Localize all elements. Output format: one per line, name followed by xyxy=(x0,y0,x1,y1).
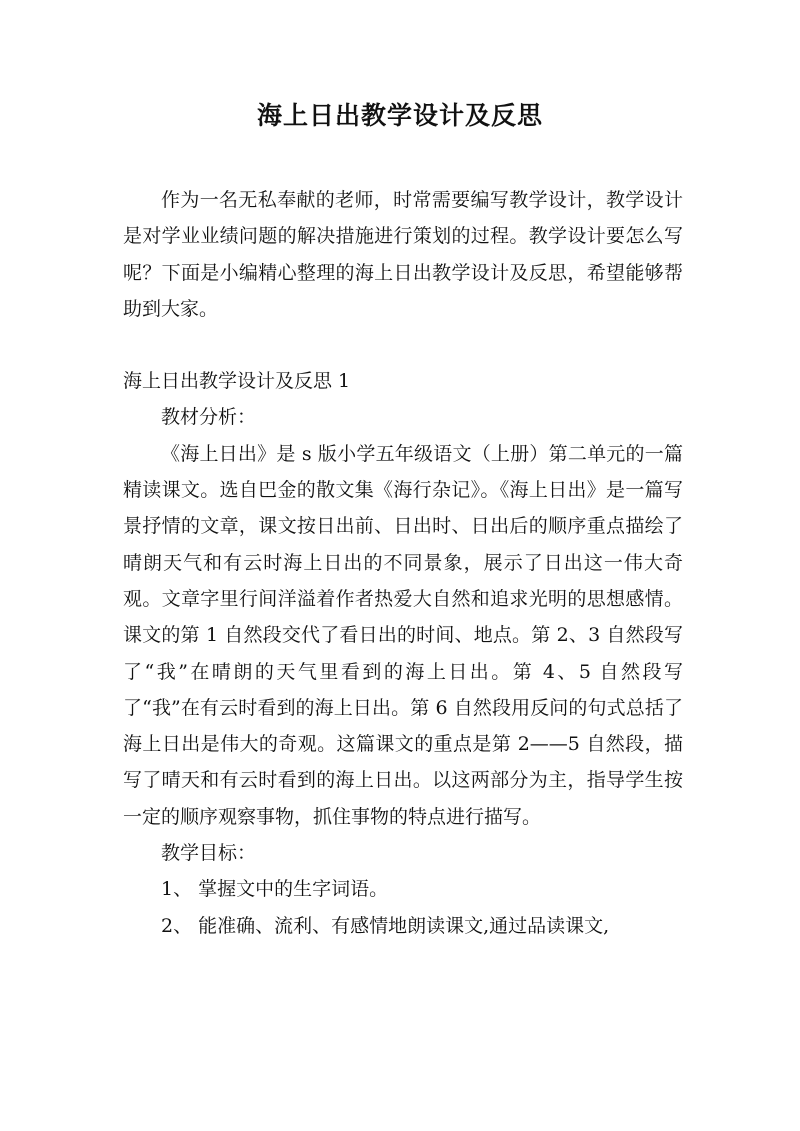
goal-item-2: 2、 能准确、流利、有感情地朗读课文,通过品读课文, xyxy=(161,914,610,937)
intro-paragraph: 作为一名无私奉献的老师，时常需要编写教学设计，教学设计是对学业业绩问题的解决措施进行策划的过程。教学设计要怎么写呢？下面是小编精心整理的海上日出教学设计及反思，希望能够帮助到大家。 xyxy=(123,189,683,320)
goal-item-1: 1、 掌握文中的生字词语。 xyxy=(161,878,389,901)
teaching-goals-label: 教学目标： xyxy=(161,842,257,865)
paragraph-spacer xyxy=(123,327,683,363)
document-title: 海上日出教学设计及反思 xyxy=(256,101,543,130)
material-analysis-label: 教材分析： xyxy=(161,406,257,429)
section-heading: 海上日出教学设计及反思 1 xyxy=(123,370,351,393)
material-analysis-paragraph: 《海上日出》是 s 版小学五年级语文（上册）第二单元的一篇精读课文。选自巴金的散文集《海行杂记》。《海上日出》是一篇写景抒情的文章，课文按日出前、日出时、日出后的顺序重点描绘了晴朗天气和有云时海上日出的不同景象，展示了日出这一伟大奇观。文章字里行间洋溢着作者热爱大自然和追求光明的思想感情。课文的第 1 自然段交代了看日出的时间、地点。第 2、3 自然段写了“我”在晴朗的天气里看到的海上日出。第 4、5 自然段写了“我”在有云时看到的海上日出。第 6 自然段用反问的句式总括了海上日出是伟大的奇观。这篇课文的重点是第 2——5 自然段，描写了晴天和有云时看到的海上日出。以这两部分为主，指导学生按一定的顺序观察事物，抓住事物的特点进行描写。 xyxy=(123,442,683,828)
document-body xyxy=(123,182,683,944)
